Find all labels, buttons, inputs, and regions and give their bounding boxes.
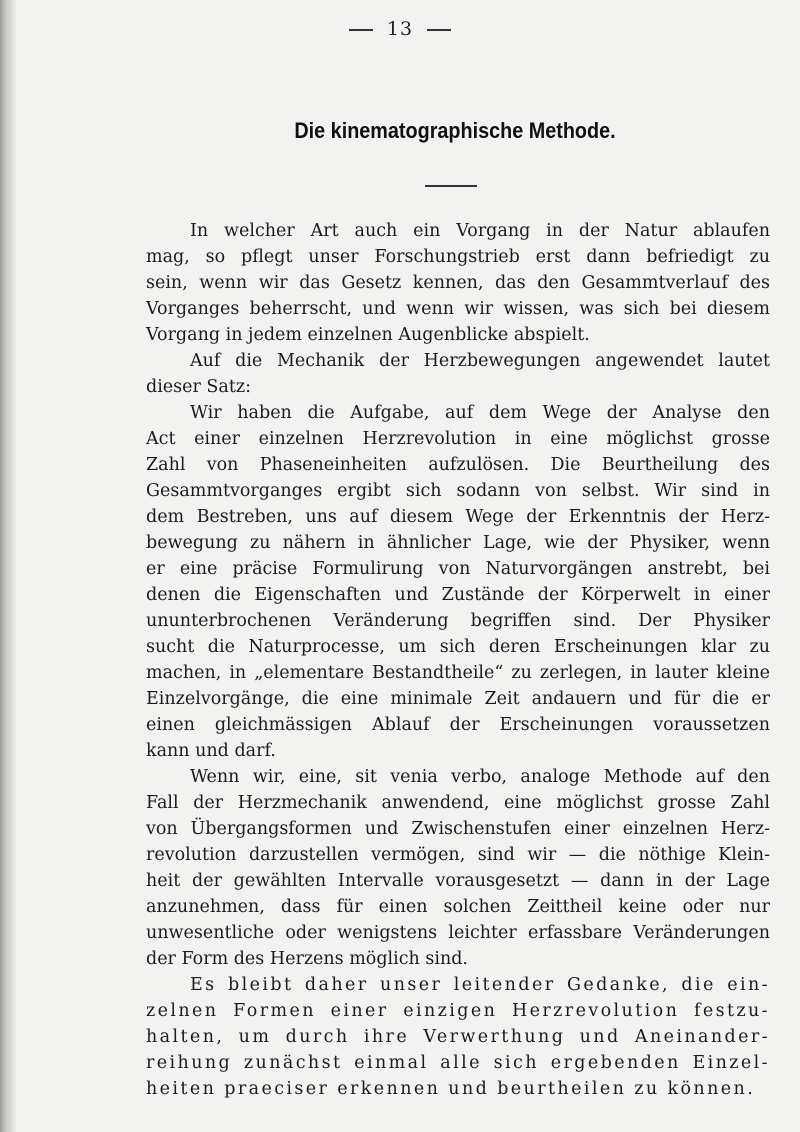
paragraph-3: [146, 400, 770, 764]
text-line: Auf die Mechanik der Herzbewegungen angewendet lautet: [190, 351, 770, 371]
text-line: der Form des Herzens möglich sind.: [146, 949, 468, 969]
text-line: Es bleibt daher unser leitender Gedanke, die ein-: [190, 975, 770, 995]
text-line: denen die Eigenschaften und Zustände der Körperwelt in einer: [146, 585, 770, 605]
text-line: ununterbrochenen Veränderung begriffen sind. Der Physiker: [146, 611, 770, 631]
text-line: von Übergangsformen und Zwischenstufen einer einzelnen Herz-: [146, 819, 770, 839]
text-line: Vorgang in jedem einzelnen Augenblicke abspielt.: [146, 325, 590, 345]
text-line: heit der gewählten Intervalle vorausgesetzt — dann in der Lage: [146, 871, 770, 891]
text-line: Wenn wir, eine, sit venia verbo, analoge Methode auf den: [190, 767, 770, 787]
title-divider: [425, 185, 477, 187]
page-number-dash-right: [427, 29, 451, 31]
page-number: [0, 18, 800, 40]
text-line: er eine präcise Formulirung von Naturvorgängen anstrebt, bei: [146, 559, 770, 579]
text-line: mag, so pflegt unser Forschungstrieb erst dann befriedigt zu: [146, 247, 770, 267]
paragraph-2: [146, 348, 770, 400]
text-line: revolution darzustellen vermögen, sind wir — die nöthige Klein-: [146, 845, 770, 865]
text-line: halten, um durch ihre Verwerthung und Aneinander-: [146, 1027, 770, 1047]
text-line: unwesentliche oder wenigstens leichter erfassbare Veränderungen: [146, 923, 770, 943]
text-line: einen gleichmässigen Ablauf der Erscheinungen voraussetzen: [146, 715, 770, 735]
paragraph-5-emphasized: [146, 972, 770, 1102]
text-line: kann und darf.: [146, 741, 276, 761]
text-line: machen, in „elementare Bestandtheile“ zu zerlegen, in lauter kleine: [146, 663, 770, 683]
text-line: reihung zunächst einmal alle sich ergebenden Einzel-: [146, 1053, 770, 1073]
text-line: heiten praeciser erkennen und beurtheilen zu können.: [146, 1079, 756, 1099]
text-line: Wir haben die Aufgabe, auf dem Wege der Analyse den: [190, 403, 770, 423]
text-line: Zahl von Phaseneinheiten aufzulösen. Die Beurtheilung des: [146, 455, 770, 475]
text-line: Fall der Herzmechanik anwendend, eine möglichst grosse Zahl: [146, 793, 770, 813]
page-number-value: 13: [386, 18, 414, 40]
text-line: In welcher Art auch ein Vorgang in der Natur ablaufen: [190, 221, 770, 241]
page-binding-shadow: [0, 0, 16, 1132]
paragraph-1: [146, 218, 770, 348]
text-line: anzunehmen, dass für einen solchen Zeittheil keine oder nur: [146, 897, 770, 917]
text-line: zelnen Formen einer einzigen Herzrevolution festzu-: [146, 1001, 770, 1021]
text-line: Einzelvorgänge, die eine minimale Zeit andauern und für die er: [146, 689, 770, 709]
page-number-dash-left: [349, 29, 373, 31]
text-line: sucht die Naturprocesse, um sich deren Erscheinungen klar zu: [146, 637, 770, 657]
text-line: bewegung zu nähern in ähnlicher Lage, wie der Physiker, wenn: [146, 533, 770, 553]
section-title: Die kinematographische Methode.: [294, 118, 616, 143]
body-text: [146, 218, 770, 1102]
text-line: dieser Satz:: [146, 377, 251, 397]
text-line: Vorganges beherrscht, und wenn wir wissen, was sich bei diesem: [146, 299, 770, 319]
paragraph-4: [146, 764, 770, 972]
text-line: Gesammtvorganges ergibt sich sodann von selbst. Wir sind in: [146, 481, 770, 501]
text-line: dem Bestreben, uns auf diesem Wege der Erkenntnis der Herz-: [146, 507, 770, 527]
text-line: Act einer einzelnen Herzrevolution in eine möglichst grosse: [146, 429, 770, 449]
text-line: sein, wenn wir das Gesetz kennen, das den Gesammtverlauf des: [146, 273, 770, 293]
